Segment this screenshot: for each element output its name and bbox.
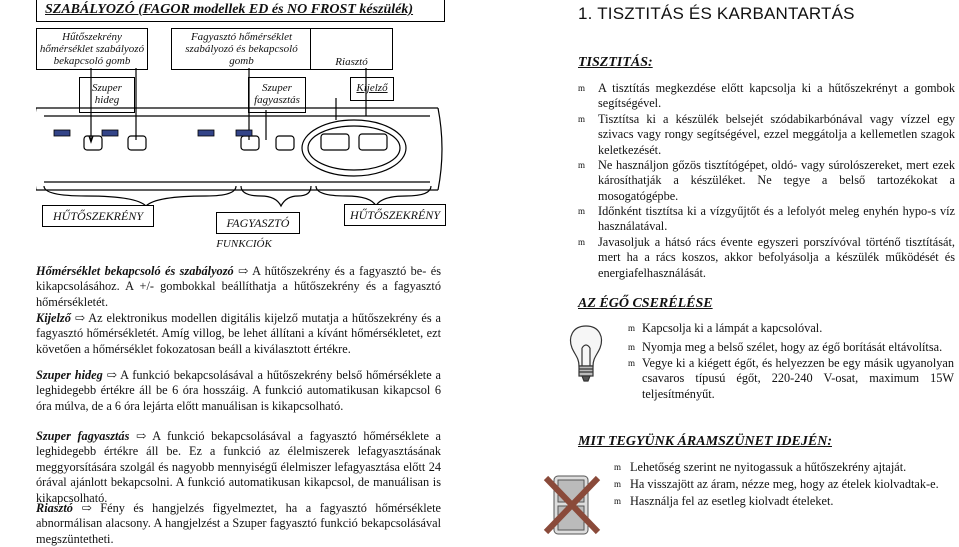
label-freezer-thermostat: Fagyasztó hőmérséklet szabályozó és bekapcsoló gomb: [185, 31, 298, 67]
section-title: 1. TISZTITÁS ÉS KARBANTARTÁS: [578, 4, 855, 23]
label-box-alarm: [310, 28, 393, 70]
bulb-item-3: Vegye ki a kiégett égőt, és helyezzen be egy másik ugyanolyan csavaros típusú égőt, 220-240 V-osat, maximum 15W teljesítményűt.: [642, 356, 954, 401]
label-box-thermostat: [36, 28, 148, 70]
para-thermostat: [36, 264, 441, 310]
page-title: SZABÁLYOZÓ (FAGOR modellek ED és NO FROST készülék): [45, 2, 414, 17]
label-super-freeze: Szuper fagyasztás: [254, 82, 300, 106]
term-super-freeze: Szuper fagyasztás: [36, 429, 130, 443]
cleaning-heading: TISZTITÁS:: [578, 55, 653, 70]
term-alarm: Riasztó: [36, 501, 73, 515]
power-heading: MIT TEGYÜNK ÁRAMSZÜNET IDEJÉN:: [578, 434, 832, 449]
label-display: Kijelző: [356, 82, 388, 94]
bullet-icon: m: [578, 206, 586, 216]
bullet-icon: m: [614, 479, 622, 489]
text-display: Az elektronikus modellen digitális kijelző mutatja a hűtőszekrény és a fagyasztó hőmérsékletét. Amíg villog, be lehet állítani a kívánt hőmérsékletet, ezt követően a hőmérséklet fokozatosan beáll a kiválasztott értékre.: [36, 311, 441, 356]
para-super-cool: [36, 368, 441, 414]
para-super-freeze: [36, 429, 441, 506]
para-display: [36, 311, 441, 357]
bulb-item-1: Kapcsolja ki a lámpát a kapcsolóval.: [642, 321, 823, 335]
label-alarm: Riasztó: [335, 56, 368, 68]
cleaning-item-4: Időnként tisztítsa ki a vízgyűjtőt és a lefolyót meleg enyhén hypo-s víz használatával.: [598, 204, 955, 234]
cleaning-item-2: Tisztítsa ki a készülék belsejét szódabikarbónával vagy vízzel egy szivacs vagy rongy segítségével, ezzel meggátolja a kellemetlen szagok keletkezését.: [598, 112, 955, 157]
bulb-heading: AZ ÉGŐ CSERÉLÉSE: [578, 296, 713, 311]
bullet-icon: m: [628, 358, 636, 368]
bullet-icon: m: [628, 342, 636, 352]
label-fridge-left: HŰTŐSZEKRÉNY: [52, 209, 144, 223]
term-thermostat: Hőmérséklet bekapcsoló és szabályozó: [36, 264, 234, 278]
bullet-icon: m: [614, 462, 622, 472]
para-alarm: [36, 501, 441, 547]
control-panel-diagram: [36, 68, 446, 218]
arrow-icon: ⇨: [74, 311, 86, 325]
label-freezer: FAGYASZTÓ: [226, 216, 290, 230]
text-thermostat: A hűtőszekrény és a fagyasztó be- és kikapcsolásához. A +/- gombokkal beállíthatja a hűtőszekrény és a fagyasztó hőmérsékletét.: [36, 264, 441, 309]
term-super-cool: Szuper hideg: [36, 368, 103, 382]
fridge-box-left: [42, 205, 154, 227]
label-thermostat: Hűtőszekrény hőmérséklet szabályozó bekapcsoló gomb: [39, 31, 145, 67]
freezer-box: [216, 212, 300, 234]
power-item-1: Lehetőség szerint ne nyitogassuk a hűtőszekrény ajtaját.: [630, 460, 907, 474]
bullet-icon: m: [628, 323, 636, 333]
fridge-box-right: [344, 204, 446, 226]
bulb-item-2: Nyomja meg a belső szélet, hogy az égő borítását eltávolítsa.: [642, 340, 943, 354]
cleaning-item-1: A tisztítás megkezdése előtt kapcsolja ki a hűtőszekrényt a gombok segítségével.: [598, 81, 955, 111]
bullet-icon: m: [614, 496, 622, 506]
cleaning-item-3: Ne használjon gőzös tisztítógépet, oldó- vagy súrolószereket, mert ezek károsíthatják a készüléket. Ne tegye a belső tartozékokat a mosogatógépbe.: [598, 158, 955, 203]
text-super-freeze: A funkció bekapcsolásával a fagyasztó hőmérséklete a leghidegebb értékre áll be. Ez a funkció az élelmiszerek lefagyasztásának meggyorsítására szolgál és nagyobb mennyiségű élelmiszer lefagyasztása előtt 24 órával ajánlott bekapcsolni. A funkció automatikusan kikapcsol, de manuálisan is kikapcsolható.: [36, 429, 441, 505]
no-power-icon: [540, 470, 602, 540]
power-item-2: Ha visszajött az áram, nézze meg, hogy az ételek kiolvadtak-e.: [630, 477, 939, 491]
cleaning-item-5: Javasoljuk a hátsó rács évente egyszeri porszívóval történő tisztítását, mert ha a rács koszos, akkor befolyásolja a készülék működését és energiafelhasználását.: [598, 235, 955, 280]
bullet-icon: m: [578, 83, 586, 93]
bullet-icon: m: [578, 237, 586, 247]
bullet-icon: m: [578, 160, 586, 170]
bullet-icon: m: [578, 114, 586, 124]
arrow-icon: ⇨: [81, 501, 92, 515]
title-box: [36, 0, 445, 22]
text-super-cool: A funkció bekapcsolásával a hűtőszekrény belső hőmérséklete a leghidegebb értékre áll be 6 óra hosszáig. A funkció automatikusan kikapcsol 6 óra múlva, de a 6 óra lejárta előtt manuálisan is kikapcsolható.: [36, 368, 441, 413]
power-item-3: Használja fel az esetleg kiolvadt ételeket.: [630, 494, 834, 508]
arrow-icon: ⇨: [106, 368, 117, 382]
label-fridge-right: HŰTŐSZEKRÉNY: [349, 208, 441, 222]
arrow-icon: ⇨: [238, 264, 249, 278]
arrow-icon: ⇨: [135, 429, 147, 443]
label-box-freezer-thermostat: [171, 28, 312, 70]
label-functions: FUNKCIÓK: [216, 238, 272, 250]
term-display: Kijelző: [36, 311, 71, 325]
light-bulb-icon: [566, 324, 606, 384]
label-super-cool: Szuper hideg: [92, 82, 122, 106]
text-alarm: Fény és hangjelzés figyelmeztet, ha a fagyasztó hőmérséklete abnormálisan alacsony. A hangjelzést a Szuper fagyasztó funkció bekapcsolásával megszüntetheti.: [36, 501, 441, 546]
